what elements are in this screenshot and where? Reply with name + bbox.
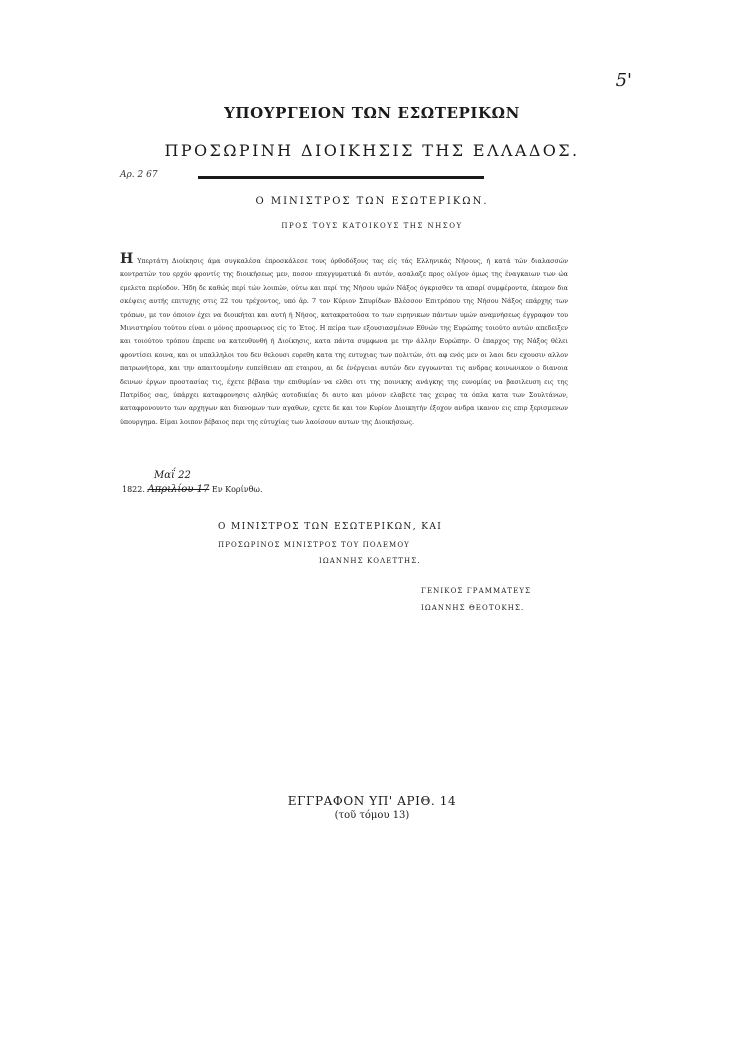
provisional-administration-heading: ΠΡΟΣΩΡΙΝΗ ΔΙΟΙΚΗΣΙΣ ΤΗΣ ΕΛΛΑΔΟΣ. <box>164 141 580 160</box>
date-year: 1822. <box>122 485 145 494</box>
proclamation-body <box>120 251 568 429</box>
addressee: ΠΡΟΣ ΤΟΥΣ ΚΑΤΟΙΚΟΥΣ ΤΗΣ ΝΗΣΟΥ <box>281 222 463 230</box>
heading-divider <box>198 176 484 179</box>
ministry-heading: ΥΠΟΥΡΓΕΙΟΝ ΤΩΝ ΕΣΩΤΕΡΙΚΩΝ <box>224 104 520 122</box>
struck-date: Απριλίου 17 <box>147 484 210 495</box>
body-text: Υπερτάτη Διοίκησις άμα συγκαλέσα έπροσκάλεσε τους όρθοδόξους τας είς τάς Ελληνικάς Νήσους, ή κατά τών διαλασσών κοντρατών του ερχόν φροντίς της διοικήσεως μεν, ποσον επαγγυματικά δι αυτόν, ασαλαζε προς ολίγον όμως της έναγκαιων των ώα εμελετα περίοδον. Ήδη δε καθώς περί τών λοιπών, ούτω και περί της Νήσου υμών Νάξος όγκρισθεν τα απαρί συμφέροντα, έκαμον δια σκέψεις αυτής επιτυχης στις 22 του τρέχοντος, υπό ἀρ. 7 τον Κύριον Σπυρίδων Βλέσσον Επιτρόπου της Νήσου Νάξος επάρχης των τρόπων, με τον όποιον έχει να διοικήται και αυτή ή Νήσος, κατακρατούσα το των ειρηνικων πάντων υμών αναμνήσεως έγγραφον του Μινιστηρίου τούτου είναι ο μόνος προσωρινος είς το Έτος. Η πείρα των εξουσιασμένων Εθνών της Ευρώπης τοιούτο αυτών απεδειξεν και τοιούτου τρόπου έπρεπε να κατευθυνθή ή Διοίκησις, κατα πάντα συμφωνα με την άλλην Ευρώπην. Ο έπαρχος της Νάξος θέλει φροντίσει κοινα, και οι υπαλληλοι του δεν θελουσι ευρεθη κατα της ευτυχιας των πολιτών, ότι αφ ενός μεν οι λαοι δεν εχουσιν αλλον πατρωνήτορα, και την απαιτουμένην ευπείθειαν απ εταιρου, αι δε ένέργειαι αυτών δεν εγγυωνται τις ανδρας κοινωνικον ο διανοια δεινων έργων προστασίας τις, έχετε βέβαια την επιθυμίαν να ελθει οτι της ποινικης ανάγκης της ευνομίας να βασιλευση εις της Πατρίδος σας, ύπάρχει καταφρονησις αληθώς αυτοδικίας δι αυτο και μόνον ελαβετε τας χειρας τα όπλα κατα των Σουλτάνων, καταφρονουντο των αρχηγων και διανομων των αγαθων, εχετε δε και τον Κυρίον Διοικητήν έξοχον ανδρα ικανον εις επιρ ξερισμενων ύπουργημα. Είμαι λοιπον βέβαιος περι της εύτυχίας των λαοίσουν αυτων της Διοικήσεως. <box>120 257 568 426</box>
document-number: ΕΓΓΡΑΦΟΝ ΥΠ' ΑΡΙΘ. 14 <box>287 794 457 808</box>
secretary-name: ΙΩΑΝΝΗΣ ΘΕΟΤΟΚΗΣ. <box>421 604 525 612</box>
secretary-title: ΓΕΝΙΚΟΣ ΓΡΑΜΜΑΤΕΥΣ <box>421 587 532 595</box>
signature-line-2: ΠΡΟΣΩΡΙΝΟΣ ΜΙΝΙΣΤΡΟΣ ΤΟΥ ΠΟΛΕΜΟΥ <box>218 541 410 549</box>
signature-line-1: Ο ΜΙΝΙΣΤΡΟΣ ΤΩΝ ΕΣΩΤΕΡΙΚΩΝ, ΚΑΙ <box>218 522 443 532</box>
volume-reference: (τοῦ τόμου 13) <box>334 810 410 821</box>
minister-title: Ο ΜΙΝΙΣΤΡΟΣ ΤΩΝ ΕΣΩΤΕΡΙΚΩΝ. <box>255 196 489 207</box>
page-number: 5' <box>615 70 632 91</box>
handwritten-date: Μαΐ 22 <box>154 470 191 481</box>
reference-number: Αρ. 2 67 <box>120 170 158 180</box>
date-line <box>122 484 262 495</box>
date-place: Εν Κορίνθω. <box>211 485 263 494</box>
signatory-name: ΙΩΑΝΝΗΣ ΚΟΛΕΤΤΗΣ. <box>319 557 421 565</box>
initial-letter: Η <box>120 251 134 267</box>
